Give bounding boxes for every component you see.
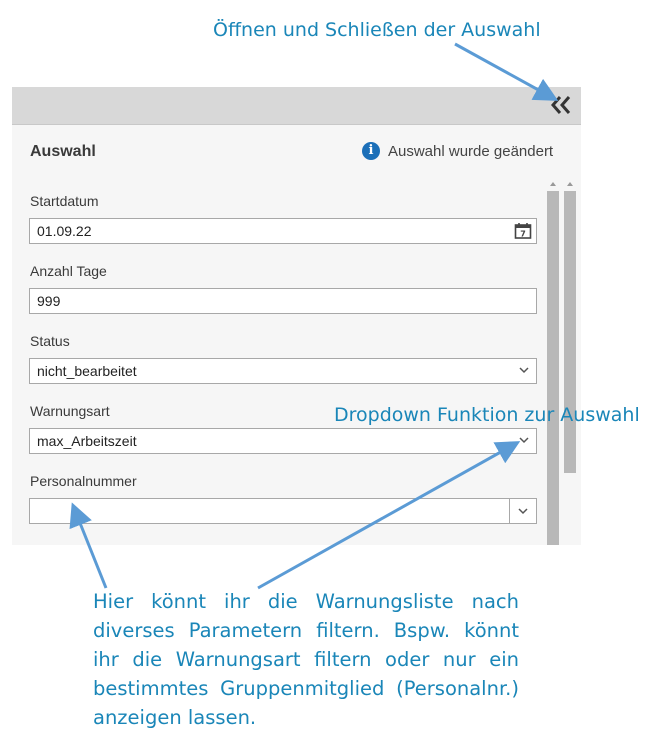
personalnummer-combobox[interactable] [29, 498, 537, 524]
chevron-down-icon [518, 364, 530, 376]
startdatum-input[interactable] [29, 218, 537, 244]
status-value: nicht_bearbeitet [37, 363, 137, 379]
chevron-down-icon [517, 505, 529, 517]
anzahl-tage-input[interactable] [29, 288, 537, 314]
collapse-button[interactable] [549, 93, 573, 117]
selection-panel [12, 87, 581, 545]
info-text: Auswahl wurde geändert [388, 142, 554, 160]
scrollbar-inner[interactable] [547, 179, 559, 545]
anzahl-tage-value: 999 [37, 293, 61, 309]
startdatum-label: Startdatum [30, 193, 99, 209]
panel-header [12, 87, 581, 125]
info-icon: i [362, 142, 380, 160]
annotation-filter-explanation: Hier könnt ihr die Warnungsliste nach diverses Parametern filtern. Bspw. könnt ihr die Warnungsart filtern oder nur ein bestimmtes Gruppenmitglied (Personalnr.) anzeigen lassen. [93, 590, 519, 729]
status-label: Status [30, 333, 70, 349]
startdatum-value: 01.09.22 [37, 223, 92, 239]
calendar-icon[interactable] [514, 222, 532, 240]
anzahl-tage-label: Anzahl Tage [30, 263, 107, 279]
chevron-down-icon [518, 434, 530, 446]
scroll-up-icon[interactable] [565, 179, 575, 189]
selection-changed-notice [362, 142, 553, 160]
panel-body [12, 125, 581, 545]
scrollbar-outer[interactable] [564, 179, 576, 545]
panel-title: Auswahl [30, 143, 96, 160]
scrollbar-thumb[interactable] [564, 191, 576, 473]
scrollbar-thumb[interactable] [547, 191, 559, 545]
annotation-collapse-toggle: Öffnen und Schließen der Auswahl [213, 19, 541, 41]
personalnummer-dropdown-button[interactable] [509, 499, 536, 523]
personalnummer-label: Personalnummer [30, 473, 137, 489]
scroll-up-icon[interactable] [548, 179, 558, 189]
warnungsart-select[interactable] [29, 428, 537, 454]
status-select[interactable] [29, 358, 537, 384]
warnungsart-value: max_Arbeitszeit [37, 433, 137, 449]
svg-text:7: 7 [520, 229, 526, 239]
double-chevron-left-icon [549, 93, 573, 117]
annotation-dropdown: Dropdown Funktion zur Auswahl [334, 404, 640, 426]
warnungsart-label: Warnungsart [30, 403, 110, 419]
